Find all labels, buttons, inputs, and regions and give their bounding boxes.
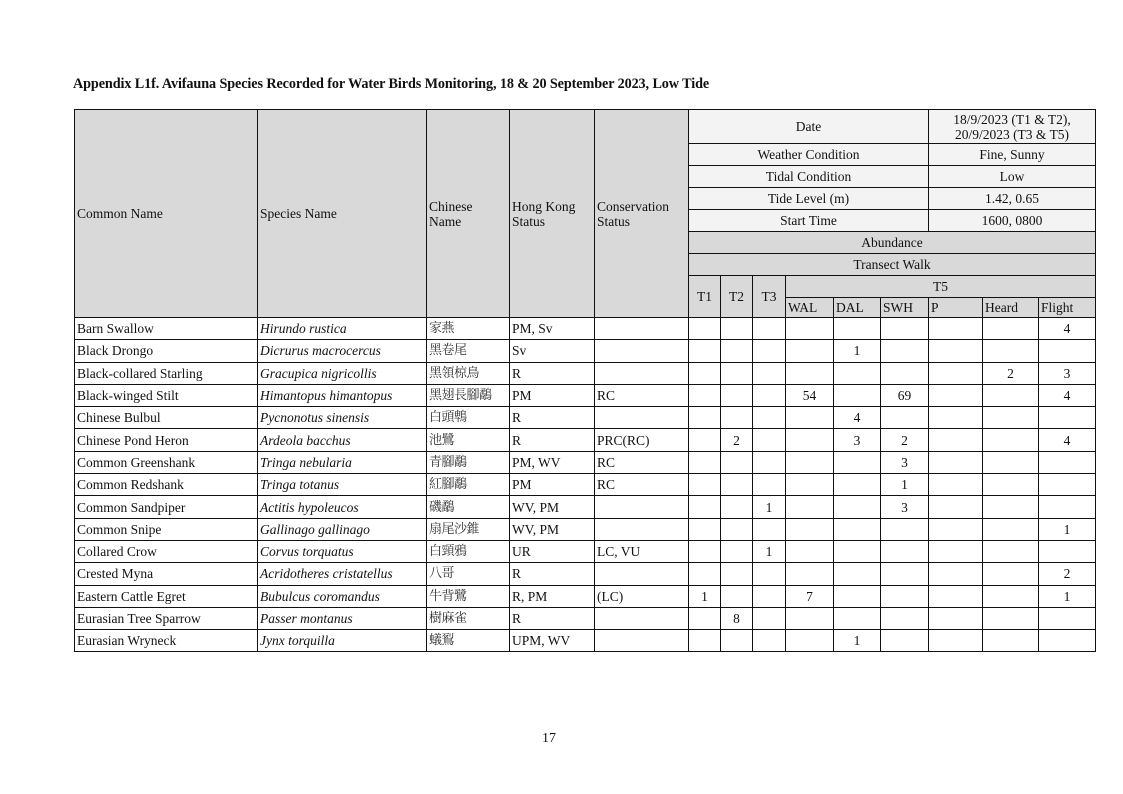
cell-flight: 1 xyxy=(1039,518,1096,540)
cell-hk-status: Sv xyxy=(510,340,595,362)
cell-t1 xyxy=(689,384,721,406)
cell-p xyxy=(929,362,983,384)
cell-swh: 3 xyxy=(881,496,929,518)
cell-species-name: Corvus torquatus xyxy=(258,540,427,562)
header-t1: T1 xyxy=(689,276,721,318)
cell-wal xyxy=(786,540,834,562)
cell-chinese-name: 池鷺 xyxy=(427,429,510,451)
header-abundance: Abundance xyxy=(689,232,1096,254)
cell-p xyxy=(929,340,983,362)
cell-swh xyxy=(881,585,929,607)
cell-wal xyxy=(786,429,834,451)
cell-t2 xyxy=(721,518,753,540)
header-t3: T3 xyxy=(753,276,786,318)
cell-t2 xyxy=(721,451,753,473)
cell-chinese-name: 扇尾沙錐 xyxy=(427,518,510,540)
cell-dal: 1 xyxy=(834,340,881,362)
cell-wal xyxy=(786,318,834,340)
cell-heard xyxy=(983,474,1039,496)
cell-conservation-status: RC xyxy=(595,474,689,496)
cell-t3 xyxy=(753,451,786,473)
table-row xyxy=(75,407,1096,429)
cell-species-name: Hirundo rustica xyxy=(258,318,427,340)
cell-p xyxy=(929,518,983,540)
cell-hk-status: PM, Sv xyxy=(510,318,595,340)
header-heard: Heard xyxy=(983,298,1039,318)
cell-t2: 2 xyxy=(721,429,753,451)
cell-t1 xyxy=(689,451,721,473)
cell-dal xyxy=(834,518,881,540)
cell-swh xyxy=(881,318,929,340)
header-flight: Flight xyxy=(1039,298,1096,318)
cell-dal xyxy=(834,362,881,384)
cell-t3 xyxy=(753,362,786,384)
cell-swh: 2 xyxy=(881,429,929,451)
cell-common-name: Black-collared Starling xyxy=(75,362,258,384)
cell-hk-status: PM, WV xyxy=(510,451,595,473)
cell-t1 xyxy=(689,407,721,429)
cell-common-name: Chinese Pond Heron xyxy=(75,429,258,451)
cell-wal xyxy=(786,607,834,629)
cell-dal xyxy=(834,585,881,607)
cell-t3 xyxy=(753,607,786,629)
condition-label: Tidal Condition xyxy=(689,166,929,188)
cell-chinese-name: 牛背鷺 xyxy=(427,585,510,607)
cell-t2 xyxy=(721,474,753,496)
cell-heard xyxy=(983,429,1039,451)
cell-t2 xyxy=(721,340,753,362)
condition-label: Weather Condition xyxy=(689,144,929,166)
cell-flight: 4 xyxy=(1039,429,1096,451)
cell-conservation-status xyxy=(595,496,689,518)
cell-heard: 2 xyxy=(983,362,1039,384)
cell-conservation-status xyxy=(595,340,689,362)
table-row xyxy=(75,318,1096,340)
cell-chinese-name: 黑領椋鳥 xyxy=(427,362,510,384)
page-number: 17 xyxy=(542,731,556,746)
cell-t3 xyxy=(753,474,786,496)
cell-heard xyxy=(983,318,1039,340)
cell-dal xyxy=(834,540,881,562)
header-dal: DAL xyxy=(834,298,881,318)
cell-t1 xyxy=(689,362,721,384)
cell-dal xyxy=(834,496,881,518)
cell-hk-status: R xyxy=(510,407,595,429)
condition-label: Date xyxy=(689,110,929,144)
cell-chinese-name: 八哥 xyxy=(427,563,510,585)
table-row xyxy=(75,340,1096,362)
cell-heard xyxy=(983,496,1039,518)
cell-p xyxy=(929,540,983,562)
cell-species-name: Bubulcus coromandus xyxy=(258,585,427,607)
cell-p xyxy=(929,451,983,473)
cell-t2 xyxy=(721,563,753,585)
cell-flight: 4 xyxy=(1039,318,1096,340)
cell-t2 xyxy=(721,585,753,607)
cell-conservation-status xyxy=(595,407,689,429)
cell-swh xyxy=(881,563,929,585)
cell-dal: 4 xyxy=(834,407,881,429)
cell-t2 xyxy=(721,384,753,406)
condition-value: Low xyxy=(929,166,1096,188)
cell-conservation-status: RC xyxy=(595,451,689,473)
cell-wal xyxy=(786,563,834,585)
cell-species-name: Gallinago gallinago xyxy=(258,518,427,540)
cell-t3 xyxy=(753,585,786,607)
cell-dal xyxy=(834,474,881,496)
condition-value: 18/9/2023 (T1 & T2), 20/9/2023 (T3 & T5) xyxy=(929,110,1096,144)
cell-flight xyxy=(1039,340,1096,362)
cell-chinese-name: 磯鷸 xyxy=(427,496,510,518)
cell-common-name: Eurasian Tree Sparrow xyxy=(75,607,258,629)
cell-heard xyxy=(983,630,1039,652)
table-row xyxy=(75,362,1096,384)
cell-swh: 1 xyxy=(881,474,929,496)
cell-t2 xyxy=(721,540,753,562)
cell-common-name: Common Sandpiper xyxy=(75,496,258,518)
cell-p xyxy=(929,474,983,496)
cell-p xyxy=(929,318,983,340)
cell-hk-status: R xyxy=(510,362,595,384)
cell-hk-status: R, PM xyxy=(510,585,595,607)
header-hk-status: Hong Kong Status xyxy=(510,110,595,318)
cell-conservation-status xyxy=(595,318,689,340)
cell-flight: 1 xyxy=(1039,585,1096,607)
cell-chinese-name: 白頭鵯 xyxy=(427,407,510,429)
cell-dal xyxy=(834,384,881,406)
cell-common-name: Common Redshank xyxy=(75,474,258,496)
table-row xyxy=(75,451,1096,473)
table-row xyxy=(75,518,1096,540)
cell-common-name: Eurasian Wryneck xyxy=(75,630,258,652)
cell-swh xyxy=(881,407,929,429)
cell-swh: 69 xyxy=(881,384,929,406)
cell-flight xyxy=(1039,630,1096,652)
cell-conservation-status xyxy=(595,518,689,540)
cell-t1 xyxy=(689,630,721,652)
cell-p xyxy=(929,407,983,429)
cell-t3 xyxy=(753,384,786,406)
cell-wal xyxy=(786,451,834,473)
cell-t2: 8 xyxy=(721,607,753,629)
table-row xyxy=(75,540,1096,562)
cell-t1: 1 xyxy=(689,585,721,607)
cell-conservation-status: LC, VU xyxy=(595,540,689,562)
cell-species-name: Himantopus himantopus xyxy=(258,384,427,406)
header-swh: SWH xyxy=(881,298,929,318)
cell-species-name: Acridotheres cristatellus xyxy=(258,563,427,585)
cell-chinese-name: 家燕 xyxy=(427,318,510,340)
cell-flight: 2 xyxy=(1039,563,1096,585)
cell-common-name: Common Greenshank xyxy=(75,451,258,473)
cell-chinese-name: 白頸鴉 xyxy=(427,540,510,562)
cell-species-name: Ardeola bacchus xyxy=(258,429,427,451)
cell-t2 xyxy=(721,407,753,429)
cell-flight xyxy=(1039,540,1096,562)
page-title: Appendix L1f. Avifauna Species Recorded for Water Birds Monitoring, 18 & 20 September 2023, Low Tide xyxy=(73,76,710,92)
cell-swh: 3 xyxy=(881,451,929,473)
cell-species-name: Gracupica nigricollis xyxy=(258,362,427,384)
cell-hk-status: R xyxy=(510,607,595,629)
cell-dal: 1 xyxy=(834,630,881,652)
cell-t1 xyxy=(689,496,721,518)
table-row xyxy=(75,429,1096,451)
cell-swh xyxy=(881,540,929,562)
cell-hk-status: UPM, WV xyxy=(510,630,595,652)
cell-species-name: Passer montanus xyxy=(258,607,427,629)
cell-heard xyxy=(983,585,1039,607)
cell-chinese-name: 樹麻雀 xyxy=(427,607,510,629)
cell-heard xyxy=(983,451,1039,473)
cell-t3 xyxy=(753,340,786,362)
cell-flight xyxy=(1039,607,1096,629)
header-t2: T2 xyxy=(721,276,753,318)
table-row xyxy=(75,384,1096,406)
table-row xyxy=(75,630,1096,652)
cell-dal xyxy=(834,451,881,473)
cell-flight: 3 xyxy=(1039,362,1096,384)
cell-heard xyxy=(983,340,1039,362)
table-row xyxy=(75,474,1096,496)
cell-conservation-status xyxy=(595,563,689,585)
cell-heard xyxy=(983,384,1039,406)
cell-wal xyxy=(786,496,834,518)
condition-label: Tide Level (m) xyxy=(689,188,929,210)
cell-common-name: Black Drongo xyxy=(75,340,258,362)
cell-conservation-status: RC xyxy=(595,384,689,406)
cell-wal xyxy=(786,340,834,362)
table-row xyxy=(75,585,1096,607)
cell-swh xyxy=(881,607,929,629)
cell-t1 xyxy=(689,518,721,540)
cell-dal xyxy=(834,318,881,340)
cell-heard xyxy=(983,407,1039,429)
cell-wal xyxy=(786,630,834,652)
header-p: P xyxy=(929,298,983,318)
cell-chinese-name: 紅腳鷸 xyxy=(427,474,510,496)
cell-swh xyxy=(881,518,929,540)
cell-t3: 1 xyxy=(753,496,786,518)
cell-hk-status: UR xyxy=(510,540,595,562)
cell-common-name: Chinese Bulbul xyxy=(75,407,258,429)
cell-p xyxy=(929,563,983,585)
cell-t1 xyxy=(689,607,721,629)
table-row xyxy=(75,607,1096,629)
cell-heard xyxy=(983,607,1039,629)
cell-flight: 4 xyxy=(1039,384,1096,406)
cell-species-name: Actitis hypoleucos xyxy=(258,496,427,518)
condition-value: 1600, 0800 xyxy=(929,210,1096,232)
header-wal: WAL xyxy=(786,298,834,318)
cell-flight xyxy=(1039,474,1096,496)
cell-flight xyxy=(1039,407,1096,429)
cell-chinese-name: 黑卷尾 xyxy=(427,340,510,362)
cell-common-name: Common Snipe xyxy=(75,518,258,540)
cell-dal xyxy=(834,607,881,629)
cell-conservation-status xyxy=(595,362,689,384)
cell-species-name: Jynx torquilla xyxy=(258,630,427,652)
cell-p xyxy=(929,496,983,518)
cell-heard xyxy=(983,518,1039,540)
cell-t3 xyxy=(753,318,786,340)
cell-wal xyxy=(786,362,834,384)
cell-hk-status: R xyxy=(510,563,595,585)
cell-species-name: Tringa totanus xyxy=(258,474,427,496)
cell-heard xyxy=(983,563,1039,585)
cell-conservation-status: (LC) xyxy=(595,585,689,607)
cell-p xyxy=(929,607,983,629)
cell-t3 xyxy=(753,429,786,451)
cell-t3: 1 xyxy=(753,540,786,562)
condition-value: 1.42, 0.65 xyxy=(929,188,1096,210)
cell-chinese-name: 黑翅長腳鷸 xyxy=(427,384,510,406)
cell-t2 xyxy=(721,318,753,340)
header-chinese-name: Chinese Name xyxy=(427,110,510,318)
cell-t1 xyxy=(689,429,721,451)
cell-species-name: Tringa nebularia xyxy=(258,451,427,473)
cell-species-name: Dicrurus macrocercus xyxy=(258,340,427,362)
cell-dal xyxy=(834,563,881,585)
cell-wal: 54 xyxy=(786,384,834,406)
cell-chinese-name: 青腳鷸 xyxy=(427,451,510,473)
cell-hk-status: WV, PM xyxy=(510,496,595,518)
cell-heard xyxy=(983,540,1039,562)
cell-common-name: Barn Swallow xyxy=(75,318,258,340)
cell-t1 xyxy=(689,318,721,340)
cell-t3 xyxy=(753,407,786,429)
cell-wal: 7 xyxy=(786,585,834,607)
header-species-name: Species Name xyxy=(258,110,427,318)
cell-conservation-status: PRC(RC) xyxy=(595,429,689,451)
table-row xyxy=(75,496,1096,518)
header-transect-walk: Transect Walk xyxy=(689,254,1096,276)
cell-t1 xyxy=(689,563,721,585)
cell-t3 xyxy=(753,630,786,652)
cell-species-name: Pycnonotus sinensis xyxy=(258,407,427,429)
species-table xyxy=(74,109,1096,652)
cell-t2 xyxy=(721,496,753,518)
cell-p xyxy=(929,429,983,451)
cell-dal: 3 xyxy=(834,429,881,451)
cell-hk-status: PM xyxy=(510,384,595,406)
cell-hk-status: WV, PM xyxy=(510,518,595,540)
cell-wal xyxy=(786,474,834,496)
cell-common-name: Collared Crow xyxy=(75,540,258,562)
cell-p xyxy=(929,630,983,652)
cell-t3 xyxy=(753,518,786,540)
cell-t1 xyxy=(689,340,721,362)
cell-conservation-status xyxy=(595,630,689,652)
cell-flight xyxy=(1039,496,1096,518)
cell-p xyxy=(929,585,983,607)
cell-t3 xyxy=(753,563,786,585)
cell-t2 xyxy=(721,362,753,384)
header-conservation-status: Conservation Status xyxy=(595,110,689,318)
cell-common-name: Crested Myna xyxy=(75,563,258,585)
cell-hk-status: R xyxy=(510,429,595,451)
condition-label: Start Time xyxy=(689,210,929,232)
cell-swh xyxy=(881,362,929,384)
cell-wal xyxy=(786,407,834,429)
header-t5: T5 xyxy=(786,276,1096,298)
header-common-name: Common Name xyxy=(75,110,258,318)
cell-common-name: Eastern Cattle Egret xyxy=(75,585,258,607)
cell-p xyxy=(929,384,983,406)
cell-swh xyxy=(881,630,929,652)
cell-common-name: Black-winged Stilt xyxy=(75,384,258,406)
cell-conservation-status xyxy=(595,607,689,629)
cell-hk-status: PM xyxy=(510,474,595,496)
cell-t1 xyxy=(689,540,721,562)
cell-t2 xyxy=(721,630,753,652)
cell-wal xyxy=(786,518,834,540)
condition-value: Fine, Sunny xyxy=(929,144,1096,166)
table-body xyxy=(75,318,1096,652)
cell-flight xyxy=(1039,451,1096,473)
cell-swh xyxy=(881,340,929,362)
table-row xyxy=(75,563,1096,585)
cell-t1 xyxy=(689,474,721,496)
cell-chinese-name: 蟻鴷 xyxy=(427,630,510,652)
